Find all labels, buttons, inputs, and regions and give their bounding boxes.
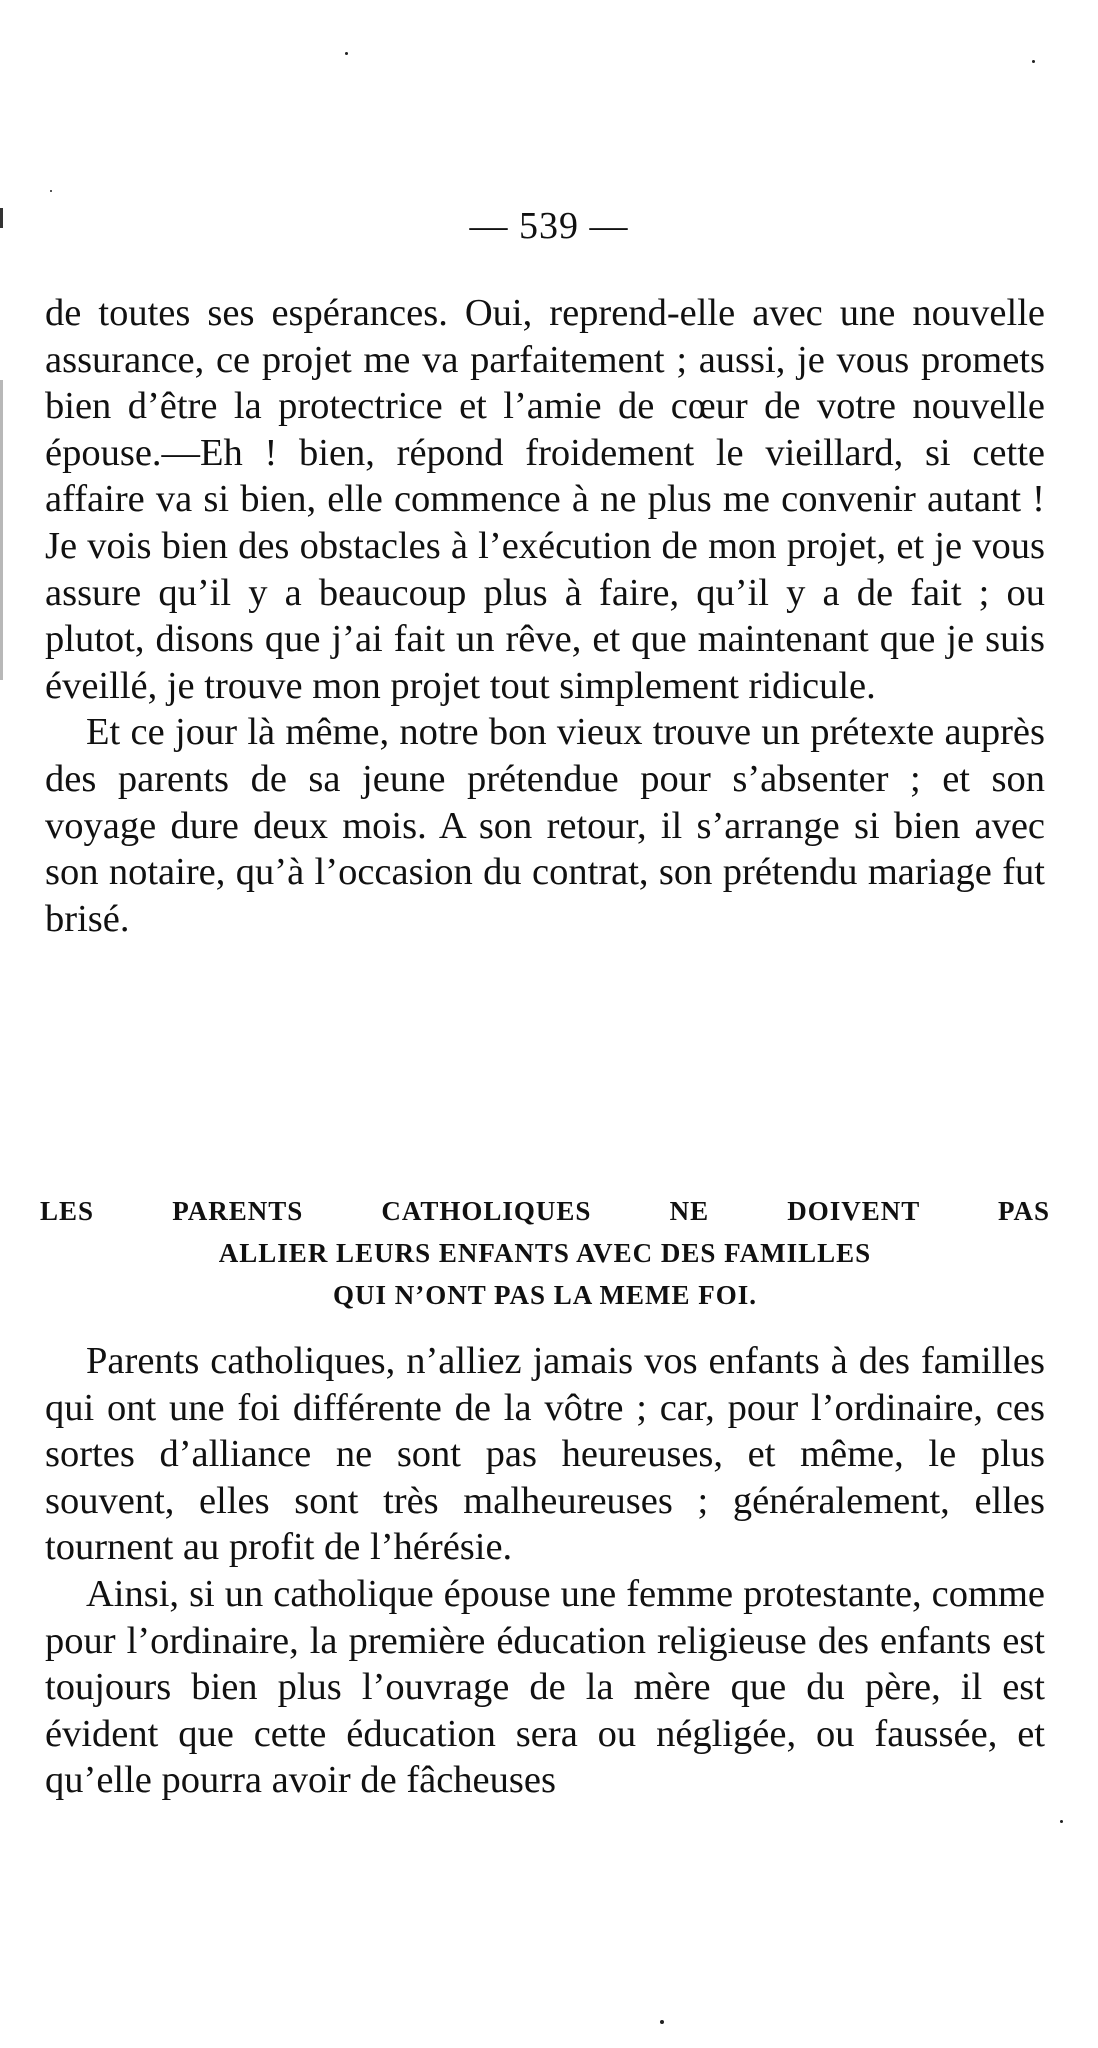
ink-speck [1060,1820,1063,1823]
section-heading [40,1190,1050,1316]
paragraph: Et ce jour là même, notre bon vieux trouve un prétexte auprès des parents de sa jeune prétendue pour s’absenter ; et son voyage dure deux mois. A son retour, il s’arrange si bien avec son notaire, qu’à l’occasion du contrat, son prétendu mariage fut brisé. [45,711,1045,940]
paragraph: Ainsi, si un catholique épouse une femme protestante, comme pour l’ordinaire, la première éducation religieuse des enfants est toujours bien plus l’ouvrage de la mère que du père, il est évident que cette éducation sera ou négligée, ou faussée, et qu’elle pourra avoir de fâcheuses [45,1572,1045,1802]
ink-speck [50,190,52,192]
section-heading-line-3: QUI N’ONT PAS LA MEME FOI. [332,1280,758,1310]
section-heading-line-1: LES PARENTS CATHOLIQUES NE DOIVENT PAS [40,1196,1050,1226]
page-number: — 539 — [469,205,629,247]
left-margin-mark-lower [0,380,3,680]
ink-speck [1032,60,1035,63]
ink-speck [345,52,348,55]
paragraph: Parents catholiques, n’alliez jamais vos enfants à des familles qui ont une foi différente de la vôtre ; car, pour l’ordinaire, ces sortes d’alliance ne sont pas heureuses, et même, le plus souvent, elles sont très malheureuses ; généralement, elles tournent au profit de l’hérésie. [45,1340,1045,1569]
section-heading-line-2: ALLIER LEURS ENFANTS AVEC DES FAMILLES [218,1238,872,1268]
paragraph-continuation: de toutes ses espérances. Oui, reprend-elle avec une nouvelle assurance, ce projet me va parfaitement ; aussi, je vous promets bien d’être la protectrice et l’amie de cœur de votre nouvelle épouse.—Eh ! bien, répond froidement le vieillard, si cette affaire va si bien, elle commence à ne plus me convenir autant ! Je vois bien des obstacles à l’exécution de mon projet, et je vous assure qu’il y a beaucoup plus à faire, qu’il y a de fait ; ou plutot, disons que j’ai fait un rêve, et que maintenant que je suis éveillé, je trouve mon projet tout simplement ridicule. [45,292,1045,707]
body-text-bottom [45,1338,1045,1804]
body-text-top [45,290,1045,942]
ink-speck [660,2020,664,2024]
